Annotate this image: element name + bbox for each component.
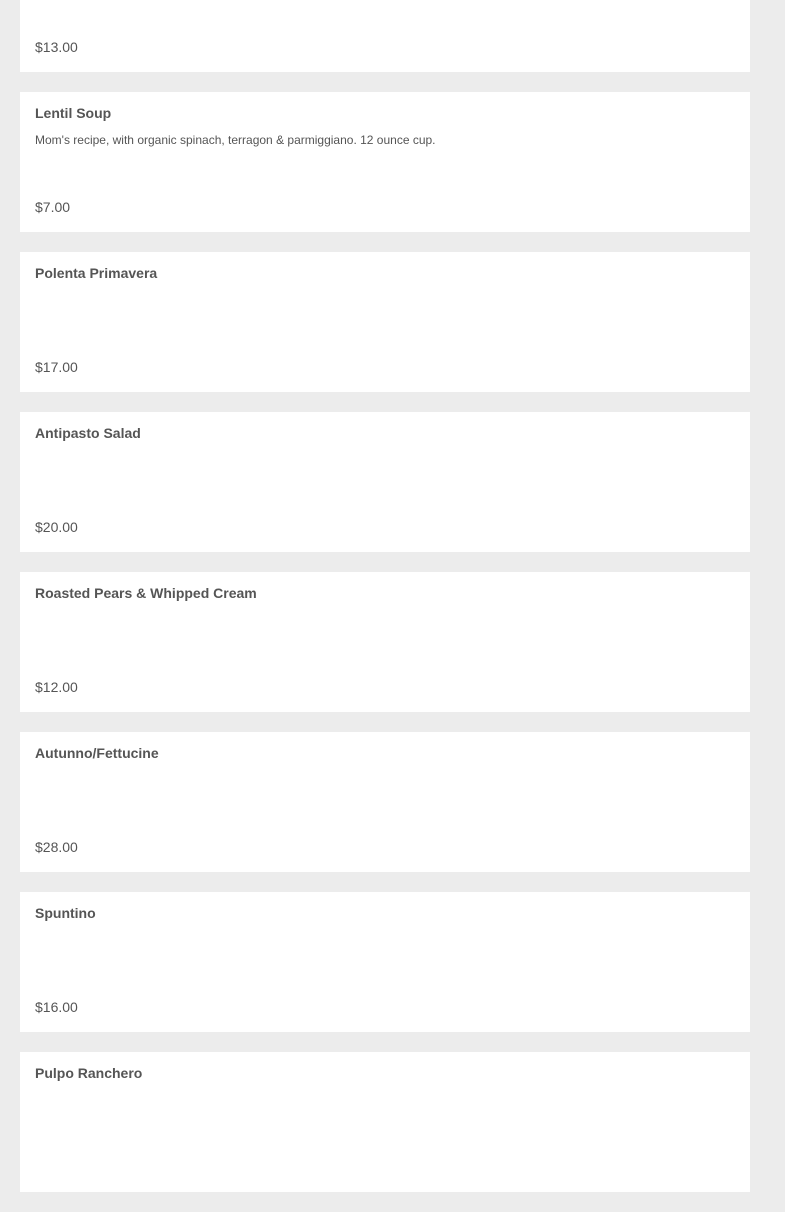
menu-item-price: $7.00 [35,199,71,215]
menu-item-name: Polenta Primavera [35,265,158,281]
menu-item-card[interactable] [20,252,750,392]
menu-item-card[interactable] [20,0,750,72]
menu-item-card[interactable] [20,572,750,712]
menu-item-price: $28.00 [35,839,78,855]
menu-item-name: Antipasto Salad [35,425,141,441]
menu-item-description: Mom's recipe, with organic spinach, terragon & parmiggiano. 12 ounce cup. [35,133,436,147]
menu-item-name: Roasted Pears & Whipped Cream [35,585,257,601]
menu-item-price: $20.00 [35,519,78,535]
menu-item-name: Spuntino [35,905,96,921]
menu-item-name: Lentil Soup [35,105,112,121]
menu-item-name: Pulpo Ranchero [35,1065,143,1081]
menu-item-name: Autunno/Fettucine [35,745,159,761]
menu-item-card[interactable] [20,732,750,872]
menu-item-price: $12.00 [35,679,78,695]
menu-item-card[interactable] [20,92,750,232]
menu-item-card[interactable] [20,1052,750,1192]
menu-item-price: $16.00 [35,999,78,1015]
menu-item-list [20,0,750,1212]
menu-item-price: $13.00 [35,39,78,55]
menu-item-price: $17.00 [35,359,78,375]
menu-item-card[interactable] [20,892,750,1032]
menu-item-card[interactable] [20,412,750,552]
